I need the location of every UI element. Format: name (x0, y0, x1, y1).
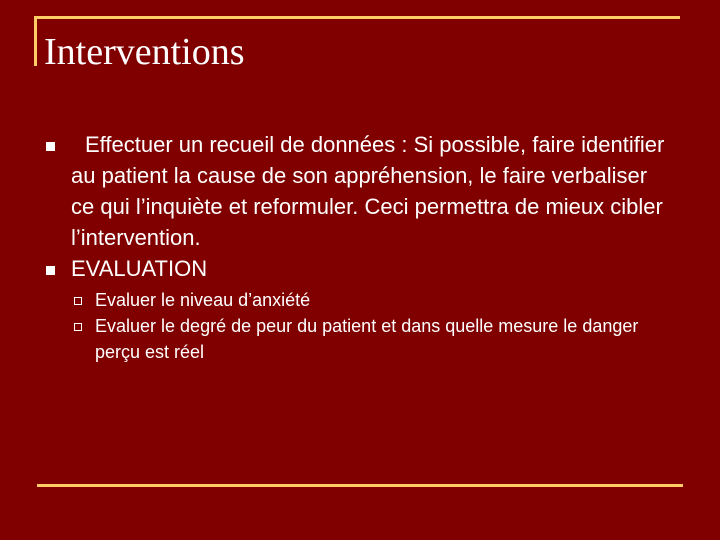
hollow-square-bullet-icon (74, 323, 82, 331)
bullet-item-data-collection (44, 129, 674, 253)
sub-bullet-text-anxiety-level: Evaluer le niveau d’anxiété (95, 290, 311, 310)
hollow-square-bullet-icon (74, 297, 82, 305)
square-bullet-icon (46, 266, 55, 275)
bullet-list (44, 129, 674, 365)
sub-bullet-text-fear-degree: Evaluer le degré de peur du patient et dans quelle mesure le danger perçu est réel (95, 316, 639, 362)
footer-line (37, 484, 683, 487)
sub-bullet-fear-degree (71, 313, 674, 365)
square-bullet-icon (46, 142, 55, 151)
sub-bullet-anxiety-level (71, 287, 674, 313)
bullet-text-evaluation: EVALUATION (71, 256, 208, 281)
title-frame-left-line (34, 16, 37, 66)
bullet-text-data-collection: Effectuer un recueil de données : Si possible, faire identifier au patient la cause de son appréhension, le faire verbaliser ce qui l’inquiète et reformuler. Ceci permettra de mieux cibler l’intervention. (71, 132, 665, 250)
slide-title: Interventions (44, 31, 245, 73)
title-frame-top-line (34, 16, 680, 19)
bullet-item-evaluation (44, 253, 674, 365)
evaluation-sub-list (71, 287, 674, 365)
